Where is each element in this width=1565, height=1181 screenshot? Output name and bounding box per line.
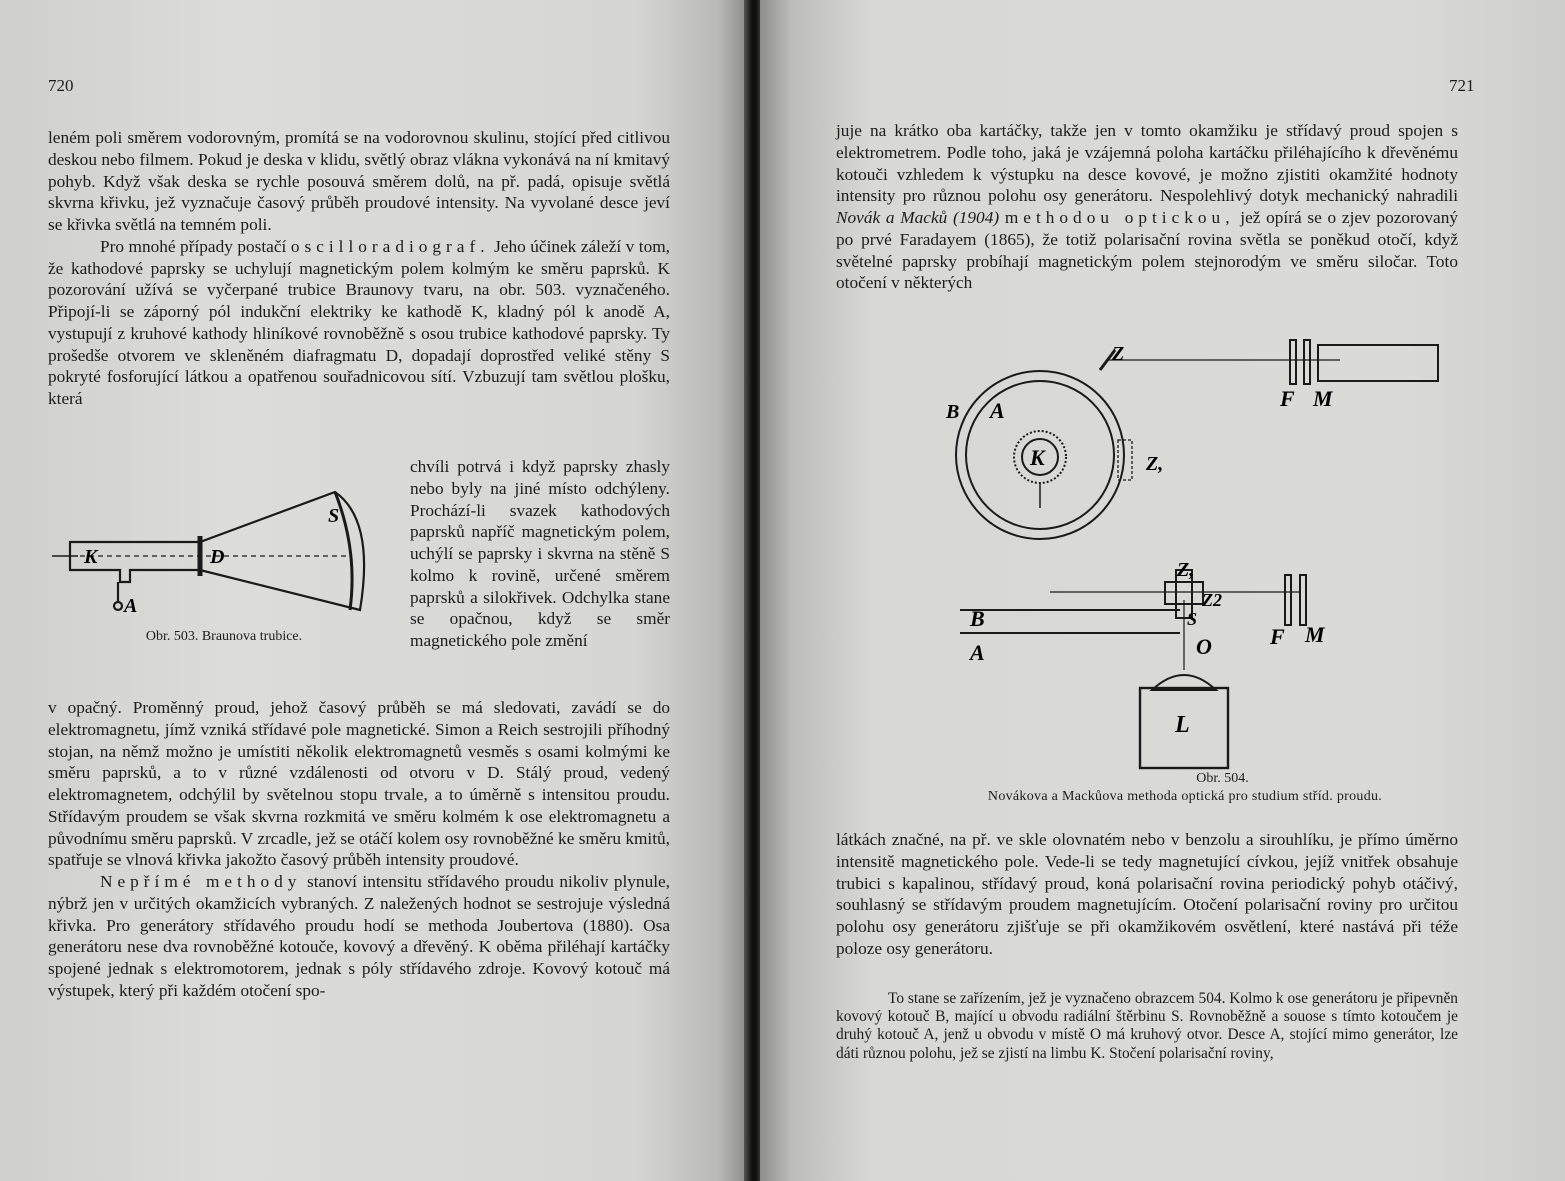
analyzer-top [1304,340,1310,384]
analyzer-bottom [1300,575,1306,625]
right-paragraph-2: látkách značné, na př. ve skle olovnatém nebo v benzolu a sirouhlíku, je přímo úměrno intensitě magnetického pole. Vede-li se tedy magnetující cívkou, jejíž vnitřek obsahuje trubici s kapalinou, střídavý proud, koná polarisační rovina periodický pohyb otáčivý, souhlasný se střídavým proudem magnetujícím. Otočení polarisační roviny pro určitou polohu osy generátoru zjišťuje se při okamžikovém osvětlení, které nastává při téže poloze osy generátoru. [836,830,1458,958]
label-s: S [328,505,340,527]
anode-terminal [114,602,122,610]
right-paragraph-1-start: juje na krátko oba kartáčky, takže jen v tomto okamžiku je střídavý proud spojen s elektrometrem. Podle toho, jaká je vzájemná poloha kartáčku přiléhajícího k dřevěnému kotouči vzhledem k výstupku na desce kovové, je možno zjistiti okamžité hodnoty intensity pro různou polohu osy generátoru. Nespolehlivý dotyk mechanický nahradili [836,121,1458,206]
figure-503-braun-tube [40,470,380,640]
right-paragraph-1-rest: jež opírá se o zjev pozorovaný po prvé Faradayem (1865), že totiž polarisační rovina světla se poněkud otočí, když světelné paprsky probíhají magnetickým polem stejnorodým ve směru siločar. Toto otočení v některých [836,208,1459,293]
left-spaced-term-oscilloradiograf: oscilloradiograf. [290,236,490,256]
right-authors: Novák a Macků (1904) [836,208,1000,227]
figure-504-number: Obr. 504. [1196,771,1249,786]
tube-m-top [1318,345,1438,381]
figure-503-caption: Obr. 503. Braunova trubice. [145,629,303,644]
label-d: D [210,546,225,568]
label-a: A [124,595,138,617]
left-paragraph-3-rest: stanoví intensitu střídavého proudu nikoliv plynule, nýbrž jen v určitých okamžicích vybraných. Z naležených hodnot se sestrojuje výsledná křivka. Pro generátory střídavého proudu hodí se methoda Joubertova (1880). Osa generátoru nese dva rovnoběžné kotouče, kovový a dřevěný. K oběma přiléhají kartáčky spojené jednak s elektromotorem, jednak s póly střídavého zdroje. Kovový kotouč má výstupek, který při každém otočení spo- [48,872,671,1000]
polarizer-f-bottom [1285,575,1291,625]
label-b-bottom: B [970,606,985,631]
left-tail-text [48,697,670,1002]
polarizer-f-top [1290,340,1296,384]
label-a-top: A [990,398,1005,423]
left-spaced-term-neprime-methody: Nepřímé methody [100,872,302,891]
right-body-text-small [836,990,1458,1063]
figure-504-caption: Novákova a Mackůova methoda optická pro studium stříd. proudu. [987,789,1383,804]
left-paragraph-1: leném poli směrem vodorovným, promítá se na vodorovnou skulinu, stojící před citlivou deskou nebo filmem. Pokud je deska v klidu, světlý obraz vlákna vykonává na ní kmitavý pohyb. Když však deska se rychle posouvá směrem dolů, na př. padá, opisuje světlá skvrna křivku, jež vyznačuje časový průběh proudové intensity. Na vyvolané desce jeví se křivka světlá na temném poli. [48,128,670,234]
left-paragraph-2-rest: Jeho účinek záleží v tom, že kathodové paprsky se uchylují magnetickým polem kolmým ke směru paprsků. K pozorování užívá se vyčerpané trubice Braunovy tvaru, na obr. 503. vyznačeného. Připojí-li se záporný pól indukční elektriky ke kathodě K, kladný pól k anodě A, vystupují z kruhové kathody hliníkové rovnoběžně s osou trubice kathodové paprsky. Ty prošedše otvorem ve skleněném diafragmatu D, dopadají doprostřed veliké stěny S pokryté fosforující látkou a opatřenou souřadnicovou sítí. Vzbuzují tam světlou plošku, která [48,236,670,408]
label-z1-top: Z, [1146,453,1164,475]
slot-z1-top [1118,440,1132,480]
label-z-top: Z [1112,343,1125,365]
label-f-bottom: F [1270,624,1285,649]
label-m-bottom: M [1305,622,1325,647]
label-z2: Z2 [1202,590,1222,610]
left-body-text [48,127,670,410]
right-body-text-mid [836,829,1458,960]
label-m-top: M [1313,386,1333,411]
right-page [760,0,1565,1181]
left-paragraph-2 [48,236,670,410]
page-number-right: 721 [1449,76,1475,95]
label-b-top: B [946,401,960,423]
left-wrap-text: chvíli potrvá i když paprsky zhasly nebo byly na jiné místo odchýleny. Prochází-li svazek kathodových paprsků napříč magnetickým polem, uchýlí se paprsky i skvrna na stěně S kolmo k rovině, určené směrem paprsků a silokřivek. Odchylka stane se opačnou, když se směr magnetického pole změní [410,457,670,650]
label-k: K [1030,445,1045,470]
label-s: S [1187,609,1198,629]
label-f-top: F [1280,386,1295,411]
right-paragraph-1 [836,120,1458,294]
left-paragraph-3 [48,871,670,1002]
right-spaced-term-optical-method: methodou optickou, [1004,208,1235,227]
label-k: K [84,546,98,568]
left-page [0,0,748,1181]
left-paragraph-2-start: Pro mnohé případy postačí [100,236,287,256]
page-number-left: 720 [48,76,74,95]
right-body-text-top [836,120,1458,294]
label-l: L [1175,712,1190,738]
figure-504-optical-method [940,330,1500,780]
right-paragraph-3: To stane se zařízením, jež je vyznačeno obrazcem 504. Kolmo k ose generátoru je připevněn kovový kotouč B, mající u obvodu radiální štěrbinu S. Rovnoběžně a souose s tímto kotoučem je druhý kotouč A, jenž u obvodu v místě O má kruhový otvor. Desce A, stojící mimo generátor, lze dáti různou polohu, jež se zjistí na limbu K. Stočení polarisační roviny, [836,990,1458,1062]
label-z1-bottom: Z, [1177,559,1195,581]
left-tail-paragraph: v opačný. Proměnný proud, jehož časový průběh se má sledovati, zavádí se do elektromagnetu, jímž vzniká střídavé pole magnetické. Simon a Reich sestrojili příhodný stojan, na němž možno je umístiti několik elektromagnetů vesměs s osami kolmými ke směru paprsků, a to v různé vzdálenosti od otvoru v D. Stálý proud, vedený elektromagnetem, odchýlil by světelnou stopu trvale, a to úměrně s intensitou proudu. Střídavým proudem se však skvrna rozkmitá ve směru kolmém k ose elektromagnetu a původnímu směru paprsků. V zrcadle, jež se otáčí kolem osy rovnoběžné ke směru kmitů, spatřuje se vlnová křivka jakožto časový průběh intensity proudové. [48,698,670,870]
label-a-bottom: A [970,640,985,665]
label-o: O [1196,634,1212,659]
